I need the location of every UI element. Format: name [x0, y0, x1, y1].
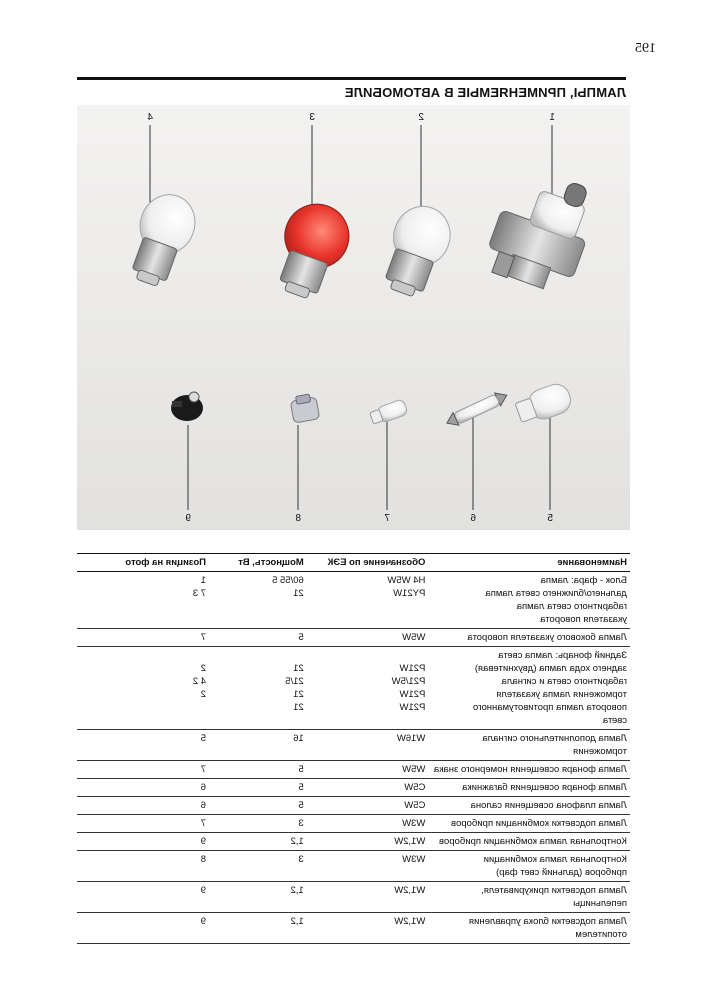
- lamps-photo: [77, 105, 630, 530]
- page-title: ЛАМПЫ, ПРИМЕНЯЕМЫЕ В АВТОМОБИЛЕ: [344, 85, 626, 100]
- cell-name: [428, 629, 630, 647]
- cell-code: [307, 779, 429, 797]
- cell-code-line: W16W: [396, 733, 426, 744]
- cell-code: [307, 797, 429, 815]
- cell-position: [77, 761, 209, 779]
- cell-watt: [209, 851, 307, 882]
- cell-code: [307, 629, 429, 647]
- cell-position-line: 1: [200, 575, 207, 586]
- table-row: [77, 761, 630, 779]
- cell-watt: [209, 913, 307, 944]
- cell-code-line: W1,2W: [394, 916, 426, 927]
- cell-position-line: 8: [200, 854, 207, 865]
- cell-name-line: Лампа подсветки комбинации приборов: [450, 818, 627, 829]
- cell-code-line: [310, 649, 426, 662]
- cell-watt-line: 5: [298, 800, 304, 811]
- callout-4: 4: [147, 112, 153, 123]
- cell-code-line: H4 W5W: [387, 575, 426, 586]
- table-row: [77, 913, 630, 944]
- cell-name: [428, 572, 630, 629]
- cell-position-line: 9: [200, 916, 207, 927]
- cell-position-line: 2: [200, 663, 207, 674]
- col-header-code: Обозначение по ЕЭК: [307, 554, 429, 572]
- cell-name-line: Лампа фонаря освещения багажника: [462, 782, 627, 793]
- cell-code-line: P21/5W: [391, 676, 426, 687]
- cell-name: [428, 779, 630, 797]
- cell-name-line: Лампа плафона освещения салона: [470, 800, 627, 811]
- cell-position-line: 2: [200, 689, 207, 700]
- cell-name-line: дальнего/ближнего света лампа: [485, 588, 627, 599]
- cell-watt-line: 21: [293, 689, 304, 700]
- table-row: [77, 779, 630, 797]
- cell-watt-line: 16: [293, 733, 304, 744]
- cell-position-line: 6: [200, 800, 207, 811]
- cell-watt-line: 21: [293, 588, 304, 599]
- cell-code-line: C5W: [404, 782, 426, 793]
- table-row: [77, 882, 630, 913]
- cell-watt: [209, 730, 307, 761]
- cell-position: [77, 833, 209, 851]
- cell-name-line: Лампа дополнительного сигнала торможения: [482, 733, 627, 757]
- table-header-row: [77, 554, 630, 572]
- cell-position-line: 9: [200, 836, 207, 847]
- cell-name: [428, 797, 630, 815]
- cell-watt: [209, 882, 307, 913]
- cell-code: [307, 730, 429, 761]
- cell-watt: [209, 647, 307, 730]
- col-header-watt: Мощность, Вт: [209, 554, 307, 572]
- cell-name-line: Лампа подсветки прикуривателя, пепельницы: [481, 885, 627, 909]
- col-header-name: Наименование: [428, 554, 630, 572]
- cell-code: [307, 833, 429, 851]
- table-row: [77, 572, 630, 629]
- cell-code: [307, 882, 429, 913]
- cell-position-line: 7 3: [192, 588, 207, 599]
- cell-watt-line: 1,2: [290, 836, 304, 847]
- callout-7: 7: [384, 513, 390, 524]
- cell-name-line: Лампа фонаря освещения номерного знака: [433, 764, 627, 775]
- cell-name-line: приборов (дальний свет фар): [496, 867, 627, 878]
- cell-name-line: Блок - фара: лампа: [540, 575, 627, 586]
- cell-position-line: [80, 649, 206, 662]
- cell-position-line: 7: [200, 632, 207, 643]
- cell-code: [307, 647, 429, 730]
- cell-code: [307, 913, 429, 944]
- cell-code-line: W5W: [402, 764, 426, 775]
- cell-position: [77, 815, 209, 833]
- table-row: [77, 629, 630, 647]
- cell-watt: [209, 761, 307, 779]
- table-body: [77, 572, 630, 944]
- cell-name-line: габаритного света лампа: [516, 601, 627, 612]
- cell-watt-line: 21: [293, 702, 304, 713]
- cell-watt: [209, 815, 307, 833]
- cell-name: [428, 647, 630, 730]
- table-row: [77, 797, 630, 815]
- cell-name-line: света: [602, 715, 627, 726]
- cell-position-line: 7: [200, 818, 207, 829]
- cell-name-line: указателя поворота: [540, 614, 627, 625]
- cell-position: [77, 647, 209, 730]
- lamps-photo-svg: [77, 105, 630, 530]
- cell-code-line: P21W: [399, 689, 426, 700]
- cell-code: [307, 761, 429, 779]
- cell-watt-line: 60/55 5: [272, 575, 304, 586]
- cell-name: [428, 761, 630, 779]
- cell-position: [77, 730, 209, 761]
- cell-code: [307, 851, 429, 882]
- cell-code-line: W1,2W: [394, 885, 426, 896]
- cell-name-line: габаритного света и сигнала: [501, 676, 627, 687]
- cell-code: [307, 815, 429, 833]
- callout-9: 9: [185, 513, 191, 524]
- cell-name-line: Лампа бокового указателя поворота: [467, 632, 627, 643]
- cell-code-line: P21W: [399, 663, 426, 674]
- cell-position-line: 4 2: [192, 676, 207, 687]
- cell-position: [77, 882, 209, 913]
- lamps-table: [77, 553, 630, 944]
- cell-name-line: торможения лампа указателя: [496, 689, 627, 700]
- cell-watt: [209, 629, 307, 647]
- table-row: [77, 851, 630, 882]
- cell-watt: [209, 833, 307, 851]
- cell-name: [428, 882, 630, 913]
- cell-watt-line: [212, 649, 304, 662]
- cell-name-line: Лампа подсветки блока управления отопителем: [468, 916, 627, 940]
- cell-position: [77, 779, 209, 797]
- cell-watt-line: 1,2: [290, 885, 304, 896]
- cell-watt-line: 3: [298, 818, 304, 829]
- callout-3: 3: [309, 112, 315, 123]
- callout-5: 5: [547, 513, 553, 524]
- cell-watt-line: 5: [298, 632, 304, 643]
- cell-name-line: поворота лампа противотуманного: [472, 702, 627, 713]
- cell-code-line: C5W: [404, 800, 426, 811]
- cell-position-line: 9: [200, 885, 207, 896]
- cell-name-line: Контрольная лампа комбинации приборов: [438, 836, 627, 847]
- cell-name-line: заднего хода лампа (двухнитевая): [474, 663, 627, 674]
- callout-2: 2: [418, 112, 424, 123]
- cell-name: [428, 815, 630, 833]
- cell-code: [307, 572, 429, 629]
- cell-name: [428, 833, 630, 851]
- cell-position-line: 7: [200, 764, 207, 775]
- page-number: 195: [635, 41, 656, 56]
- cell-watt-line: 1,2: [290, 916, 304, 927]
- cell-code-line: W1,2W: [394, 836, 426, 847]
- cell-code-line: W3W: [402, 854, 426, 865]
- cell-watt: [209, 797, 307, 815]
- cell-position: [77, 572, 209, 629]
- cell-name: [428, 851, 630, 882]
- cell-watt-line: 21: [293, 663, 304, 674]
- cell-position: [77, 851, 209, 882]
- cell-position: [77, 629, 209, 647]
- col-header-position: Позиция на фото: [77, 554, 209, 572]
- cell-code-line: W3W: [402, 818, 426, 829]
- cell-position: [77, 913, 209, 944]
- cell-name-line: Задний фонарь: лампа света: [498, 650, 627, 661]
- cell-position-line: 6: [200, 782, 207, 793]
- cell-code-line: PY21W: [393, 588, 426, 599]
- cell-watt: [209, 572, 307, 629]
- callout-8: 8: [295, 513, 301, 524]
- cell-code-line: P21W: [399, 702, 426, 713]
- photo-background: [77, 105, 630, 530]
- cell-watt-line: 21/5: [285, 676, 304, 687]
- table-row: [77, 730, 630, 761]
- cell-position: [77, 797, 209, 815]
- cell-watt-line: 5: [298, 764, 304, 775]
- cell-name: [428, 730, 630, 761]
- cell-name-line: Контрольная лампа комбинации: [483, 854, 627, 865]
- cell-watt-line: 3: [298, 854, 304, 865]
- cell-code-line: W5W: [402, 632, 426, 643]
- table-row: [77, 815, 630, 833]
- cell-position-line: 5: [200, 733, 207, 744]
- header-rule: [77, 77, 626, 80]
- table-row: [77, 647, 630, 730]
- cell-watt-line: 5: [298, 782, 304, 793]
- callout-1: 1: [549, 112, 555, 123]
- callout-6: 6: [470, 513, 476, 524]
- cell-watt: [209, 779, 307, 797]
- cell-name: [428, 913, 630, 944]
- table-row: [77, 833, 630, 851]
